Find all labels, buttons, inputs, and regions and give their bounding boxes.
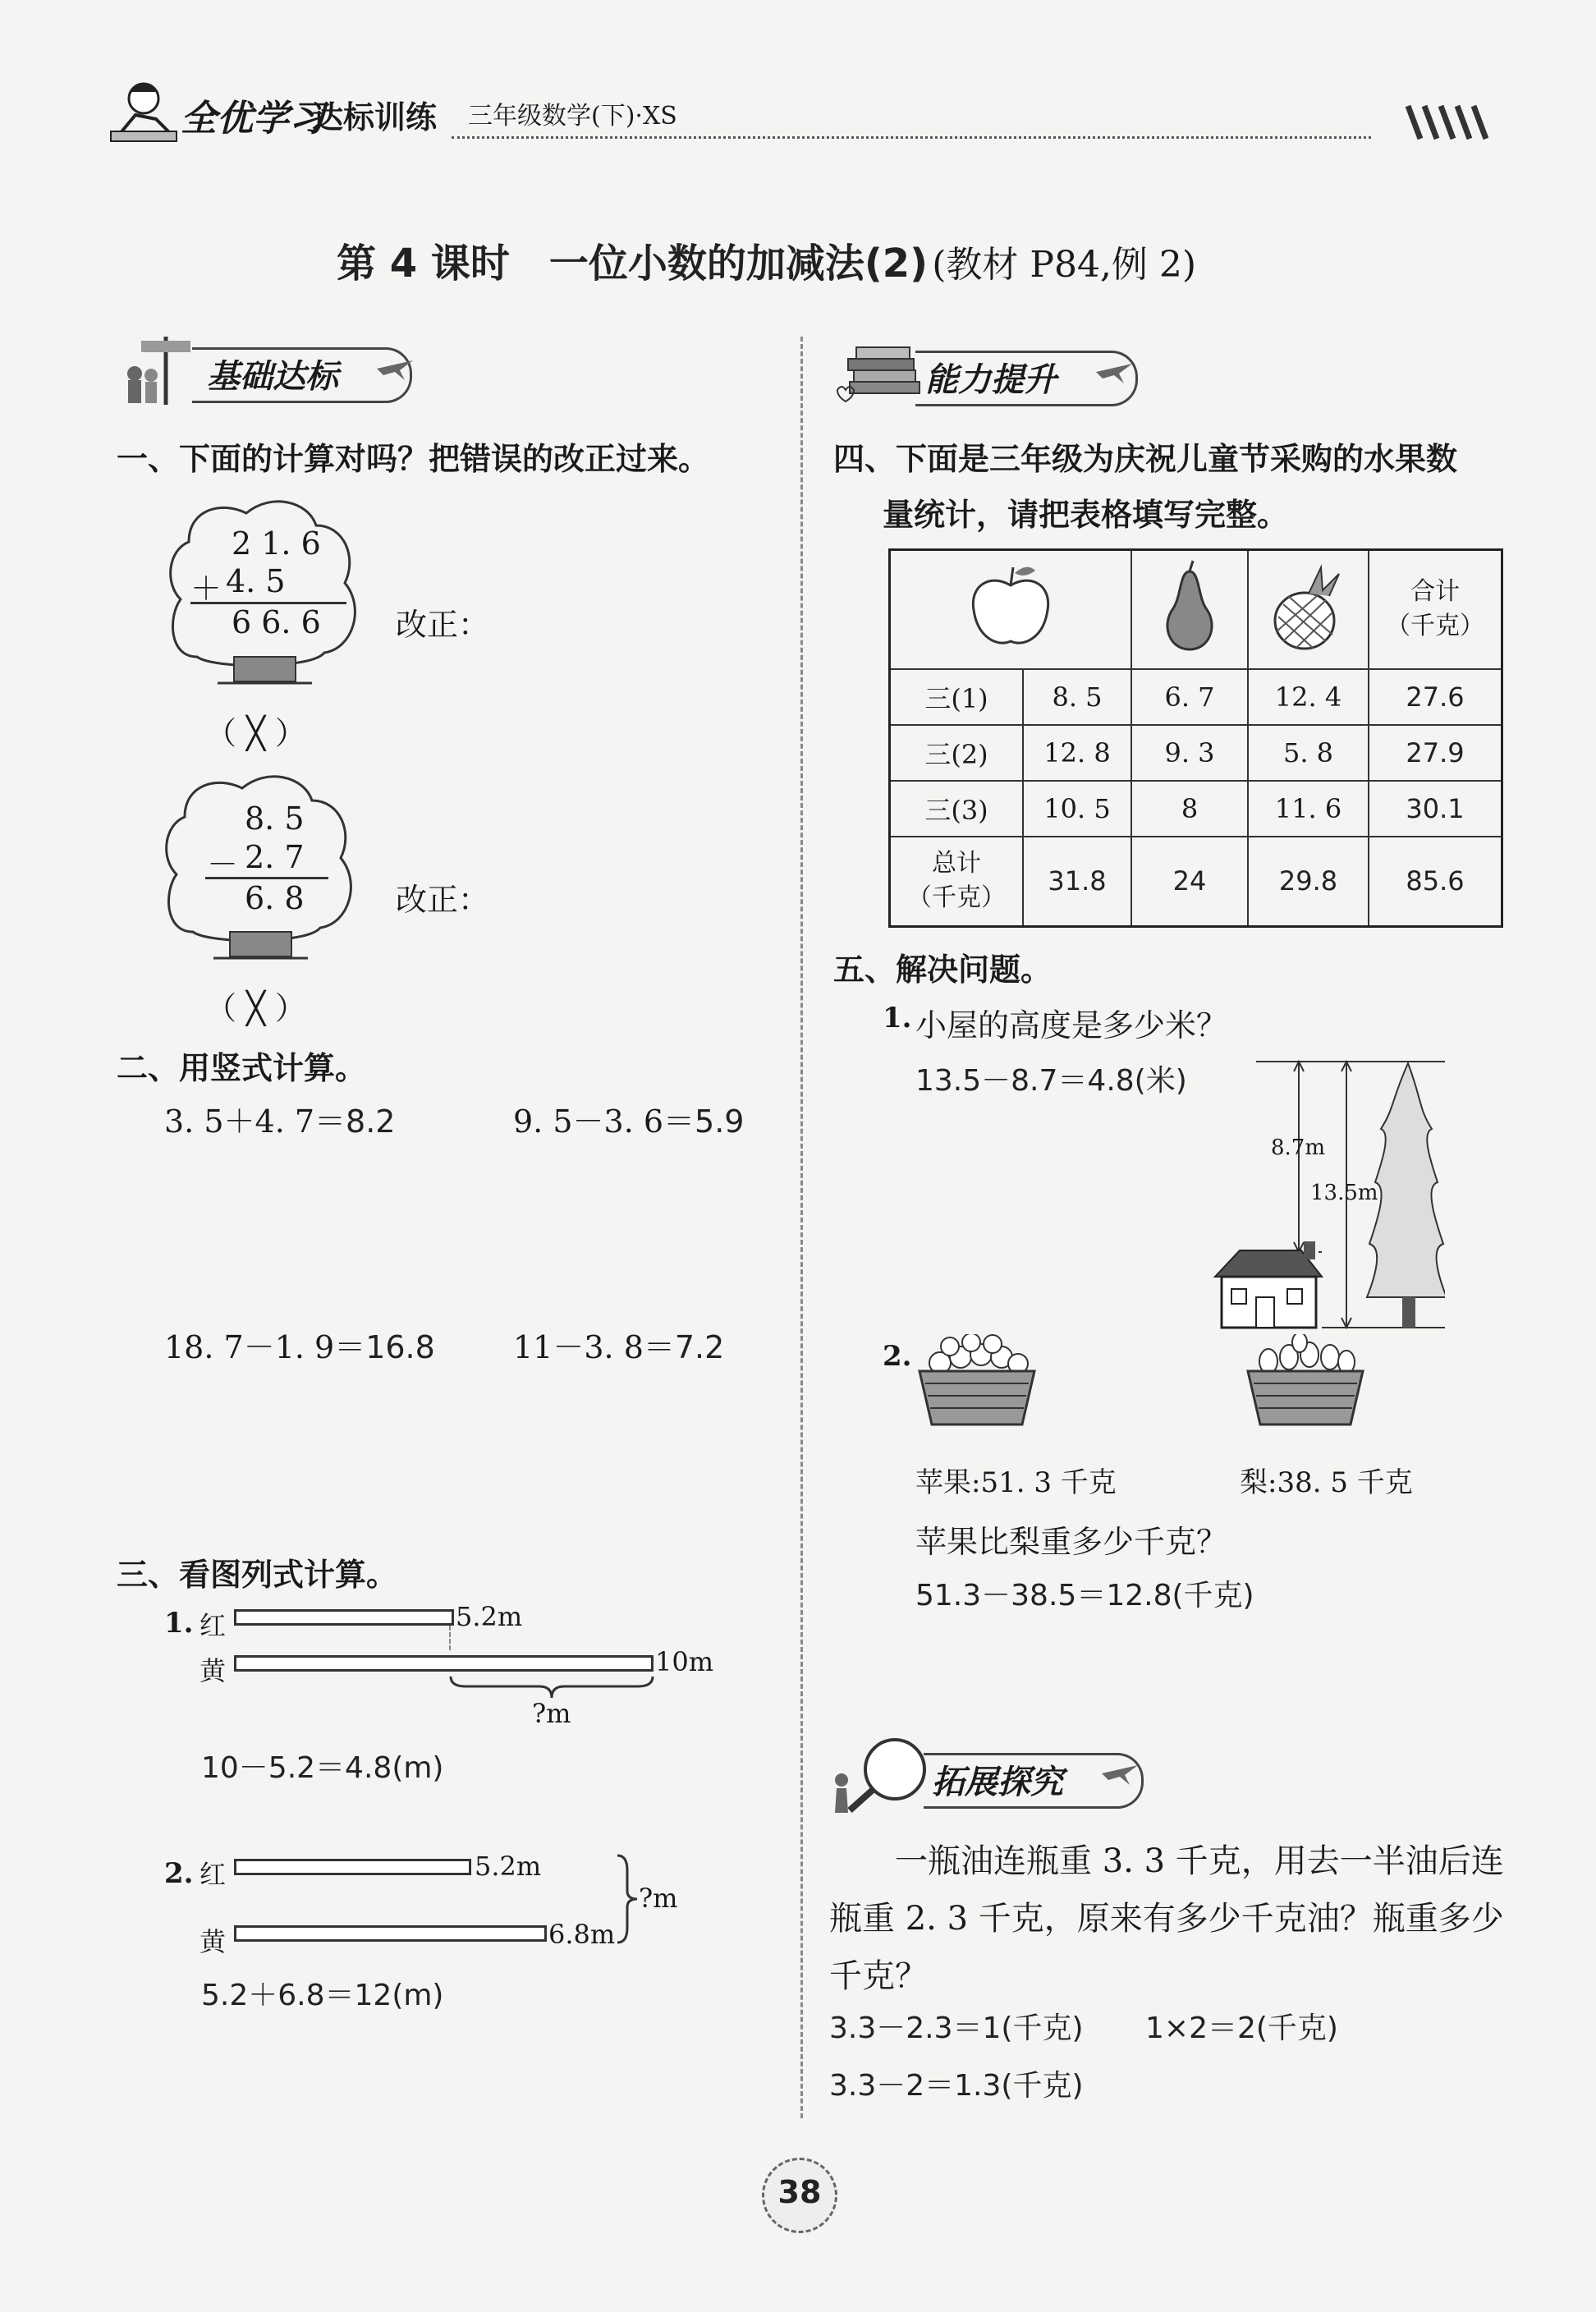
pineapple-cell: 11. 6 <box>1248 781 1369 837</box>
pear-weight: 梨:38. 5 千克 <box>1240 1466 1413 1499</box>
q5-p1-num: 1. <box>883 1002 912 1034</box>
pineapple-cell: 5. 8 <box>1248 725 1369 781</box>
q6-answer-1: 3.3－2.3＝1(千克) <box>829 2012 1084 2045</box>
header-subtitle: 三年级数学(下)·XS <box>468 102 677 131</box>
q6-line2: 瓶重 2. 3 千克，原来有多少千克油？瓶重多少 <box>829 1900 1504 1938</box>
lesson-title-ref: (教材 P84,例 2) <box>932 244 1197 286</box>
calc2-line <box>205 877 328 879</box>
calc1-res: 6 6. 6 <box>232 604 321 640</box>
section-extend <box>825 1732 1153 1814</box>
lesson-title-main: 第 4 课时 一位小数的加减法(2) <box>337 241 929 287</box>
q5-title: 五、解决问题。 <box>833 952 1053 988</box>
apple-cell: 8. 5 <box>1023 669 1131 725</box>
brace-icon <box>614 1854 639 1944</box>
apple-cell: 10. 5 <box>1023 781 1131 837</box>
correct-label-1: 改正： <box>396 607 490 643</box>
q5-p2-answer: 51.3－38.5＝12.8(千克) <box>915 1579 1254 1612</box>
q3-p2-num: 2. <box>164 1857 194 1890</box>
table-sum-row <box>890 837 1502 927</box>
q3-p1-answer: 10－5.2＝4.8(m) <box>201 1751 444 1785</box>
red-bar <box>234 1609 454 1626</box>
apple-cell: 31.8 <box>1023 837 1131 927</box>
calc2-op: － <box>207 846 239 883</box>
section-extend-title: 拓展探究 <box>932 1764 1063 1801</box>
apple-weight: 苹果:51. 3 千克 <box>915 1466 1117 1499</box>
q2-expr: 18. 7－1. 9＝ <box>164 1329 366 1365</box>
q5-p1-answer: 13.5－8.7＝4.8(米) <box>915 1064 1187 1098</box>
q4-title-line1: 四、下面是三年级为庆祝儿童节采购的水果数 <box>833 441 1458 477</box>
q2-expr: 11－3. 8＝ <box>513 1329 675 1365</box>
brace-icon <box>449 1675 654 1700</box>
brand-logo: 全优学习 <box>181 98 325 140</box>
calc2-res: 6. 8 <box>245 880 305 916</box>
q3-title: 三、看图列式计算。 <box>117 1557 398 1593</box>
table-row <box>890 725 1502 781</box>
q3-p1-red-label: 红 <box>200 1610 227 1641</box>
guide-line <box>449 1626 451 1650</box>
total-cell: 27.9 <box>1369 725 1502 781</box>
magnifier-icon <box>825 1732 932 1814</box>
q2-item <box>513 1096 744 1141</box>
yellow-bar <box>234 1925 547 1942</box>
total-cell: 30.1 <box>1369 781 1502 837</box>
judge-mark-1: （ ╳ ） <box>205 715 307 751</box>
q3-p2-red-len: 5.2m <box>475 1851 542 1882</box>
q5-p1-question: 小屋的高度是多少米？ <box>915 1007 1228 1044</box>
lesson-title <box>337 232 1196 288</box>
q2-item <box>513 1322 724 1367</box>
q5-p2-question: 苹果比梨重多少千克？ <box>915 1524 1228 1560</box>
pear-icon <box>1157 559 1222 654</box>
total-cell: 85.6 <box>1369 837 1502 927</box>
mascot-icon <box>99 74 189 148</box>
calc1-b: 4. 5 <box>226 563 286 599</box>
q2-answer: 8.2 <box>346 1103 396 1140</box>
table-row <box>890 781 1502 837</box>
pear-header <box>1131 550 1248 669</box>
calc1-a: 2 1. 6 <box>232 525 321 562</box>
plane-icon <box>375 351 416 383</box>
judge-mark-2: （ ╳ ） <box>205 990 307 1026</box>
section-ability <box>833 333 1145 411</box>
apple-header <box>890 550 1132 669</box>
q3-p2-unknown: ?m <box>639 1883 678 1914</box>
height-label-2: 13.5m <box>1310 1181 1378 1205</box>
stripes-icon <box>1404 102 1494 143</box>
pear-cell: 24 <box>1131 837 1248 927</box>
q5-p2-num: 2. <box>883 1340 912 1373</box>
q1-title: 一、下面的计算对吗？把错误的改正过来。 <box>117 441 710 477</box>
plane-icon <box>1094 354 1135 387</box>
q3-p2-yellow-len: 6.8m <box>548 1919 616 1950</box>
section-ability-title: 能力提升 <box>925 361 1057 399</box>
q3-p2-answer: 5.2＋6.8＝12(m) <box>201 1979 444 2012</box>
books-icon <box>833 333 924 411</box>
row-label: 三(1) <box>890 669 1024 725</box>
q3-p1-red-len: 5.2m <box>456 1601 523 1632</box>
q3-p1-unknown: ?m <box>532 1698 571 1729</box>
row-label: 三(3) <box>890 781 1024 837</box>
column-divider <box>800 337 803 2118</box>
q2-item <box>164 1096 395 1141</box>
section-basic-title: 基础达标 <box>207 358 338 396</box>
pineapple-cell: 12. 4 <box>1248 669 1369 725</box>
correct-label-2: 改正： <box>396 882 490 918</box>
height-label-1: 8.7m <box>1271 1135 1326 1160</box>
pineapple-cell: 29.8 <box>1248 837 1369 927</box>
pineapple-header <box>1248 550 1369 669</box>
header-rule <box>452 136 1371 139</box>
row-label: 总计 （千克） <box>890 837 1024 927</box>
table-row <box>890 669 1502 725</box>
page-number: 38 <box>777 2174 822 2210</box>
pear-cell: 8 <box>1131 781 1248 837</box>
total-header: 合计 （千克） <box>1369 550 1502 669</box>
pear-cell: 9. 3 <box>1131 725 1248 781</box>
q6-line1: 一瓶油连瓶重 3. 3 千克，用去一半油后连 <box>895 1842 1504 1880</box>
plane-icon <box>1100 1755 1141 1788</box>
pineapple-icon <box>1264 559 1354 654</box>
apple-cell: 12. 8 <box>1023 725 1131 781</box>
calc1-op: ＋ <box>190 571 222 607</box>
q4-title-line2: 量统计，请把表格填写完整。 <box>883 497 1289 533</box>
table-header-row <box>890 550 1502 669</box>
fruit-table <box>888 548 1503 928</box>
row-label: 三(2) <box>890 725 1024 781</box>
q2-title: 二、用竖式计算。 <box>117 1050 367 1086</box>
q2-item <box>164 1322 435 1367</box>
q6-answer-2: 1×2＝2(千克) <box>1145 2012 1338 2045</box>
q2-expr: 3. 5＋4. 7＝ <box>164 1103 346 1140</box>
q3-p1-yellow-len: 10m <box>655 1646 714 1677</box>
yellow-bar <box>234 1655 654 1672</box>
apple-icon <box>965 561 1056 651</box>
section-basic <box>117 333 420 406</box>
calc2-b: 2. 7 <box>245 839 305 875</box>
pear-basket-icon <box>1244 1334 1367 1433</box>
total-cell: 27.6 <box>1369 669 1502 725</box>
q2-expr: 9. 5－3. 6＝ <box>513 1103 695 1140</box>
q6-line3: 千克？ <box>829 1957 928 1995</box>
q6-answer-3: 3.3－2＝1.3(千克) <box>829 2069 1084 2103</box>
red-bar <box>234 1859 471 1875</box>
series-name: 达标训练 <box>312 99 438 135</box>
q3-p2-red-label: 红 <box>200 1859 227 1890</box>
pear-cell: 6. 7 <box>1131 669 1248 725</box>
q3-p2-yellow-label: 黄 <box>200 1926 227 1957</box>
q3-p1-yellow-label: 黄 <box>200 1655 227 1686</box>
header <box>90 66 1502 156</box>
apple-basket-icon <box>915 1334 1039 1433</box>
q3-p1-num: 1. <box>164 1607 194 1640</box>
calc2-a: 8. 5 <box>245 800 305 837</box>
q2-answer: 7.2 <box>674 1329 725 1365</box>
q2-answer: 5.9 <box>695 1103 745 1140</box>
q2-answer: 16.8 <box>365 1329 435 1365</box>
